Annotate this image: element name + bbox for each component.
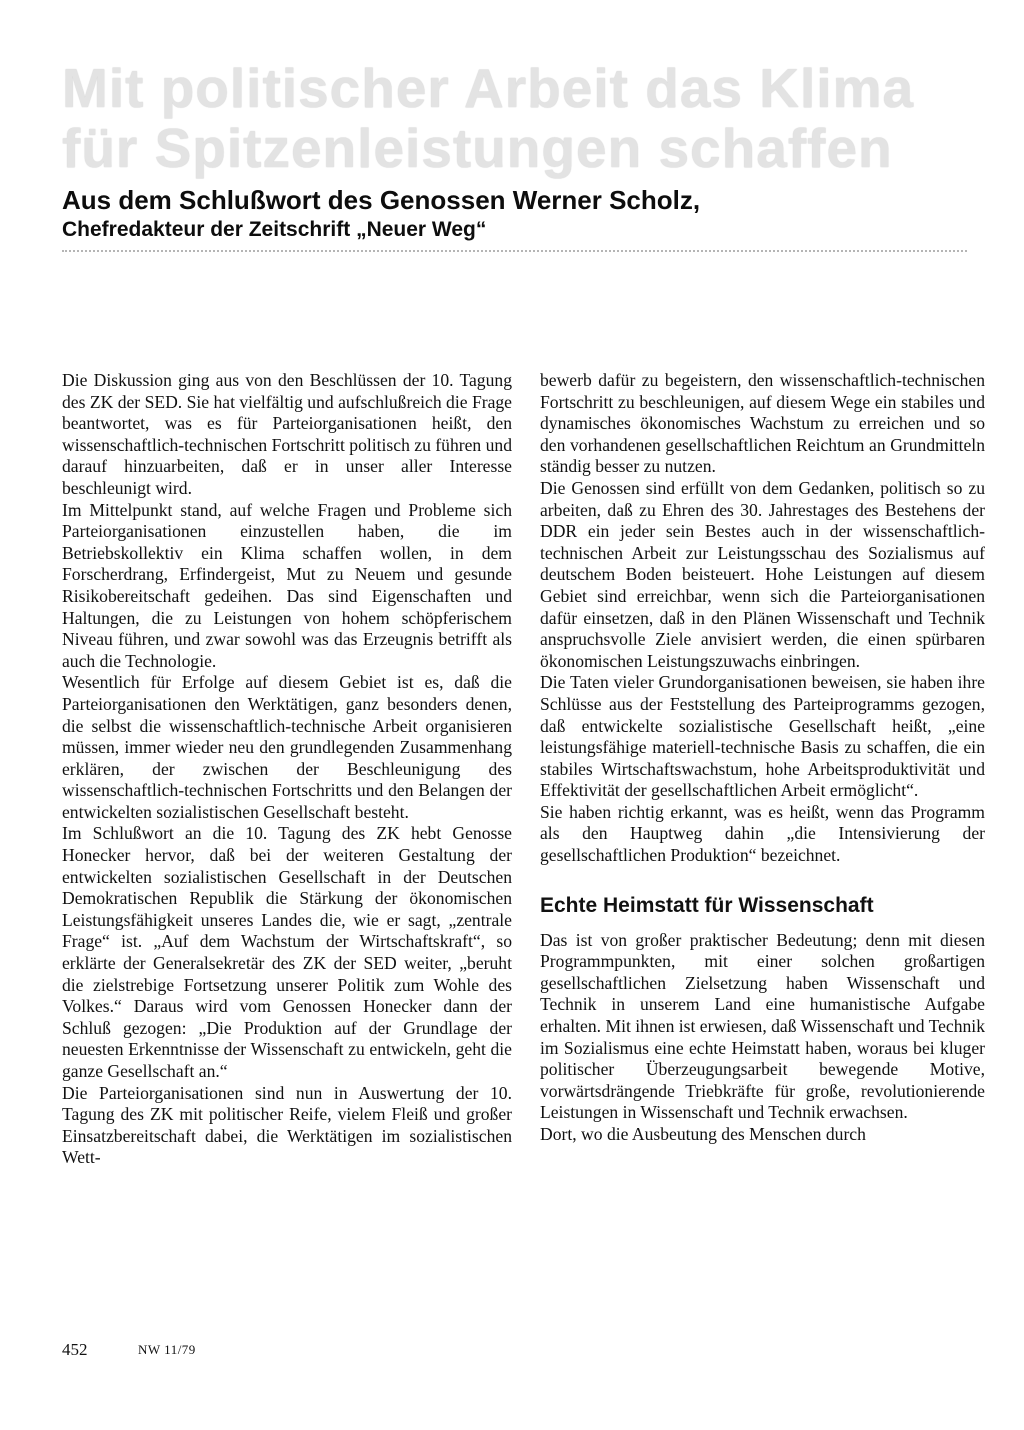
left-column — [62, 370, 512, 1169]
article-title-line-1: Mit politischer Arbeit das Klima — [62, 57, 915, 119]
paragraph: Dort, wo die Ausbeutung des Menschen durch — [540, 1124, 866, 1144]
page-number: 452 — [62, 1340, 88, 1359]
issue-reference: NW 11/79 — [138, 1342, 196, 1357]
paragraph: Im Mittelpunkt stand, auf welche Fragen und Probleme sich Parteiorganisationen einzustellen haben, die im Betriebskollektiv ein Klima schaffen wollen, in dem Forscherdrang, Erfindergeist, Mut zu Neuem und gesunde Risikobereitschaft gedeihen. Das sind Eigenschaften und Haltungen, die zu Leistungen von hohem schöpferischem Niveau führen, und zwar sowohl was das Erzeugnis betrifft als auch die Technologie. — [62, 499, 512, 671]
paragraph: Die Diskussion ging aus von den Beschlüssen der 10. Tagung des ZK der SED. Sie hat vielfältig und aufschlußreich die Frage beantwortet, was es für Parteiorganisationen heißt, den wissenschaftlich-technischen Fortschritt politisch zu führen und darauf hinzuarbeiten, daß er in unser aller Interesse beschleunigt wird. — [62, 370, 512, 498]
paragraph: bewerb dafür zu begeistern, den wissenschaftlich-technischen Fortschritt zu beschleunigen, auf diesem Wege ein stabiles und dynamisches ökonomisches Wachstum zu erreichen und so den vorhandenen gesellschaftlichen Reichtum an Grundmitteln ständig besser zu nutzen. — [540, 370, 985, 477]
paragraph: Das ist von großer praktischer Bedeutung; denn mit diesen Programmpunkten, mit einer solchen großartigen gesellschaftlichen Zielsetzung haben Wissenschaft und Technik in unserem Land eine humanistische Aufgabe erhalten. Mit ihnen ist erwiesen, daß Wissenschaft und Technik im Sozialismus eine echte Heimstatt haben, woraus bei kluger politischer Überzeugungsarbeit bewegende Motive, vorwärtsdrängende Triebkräfte für große, revolutionierende Leistungen in Wissenschaft und Technik erwachsen. — [540, 929, 985, 1123]
paragraph: Die Taten vieler Grundorganisationen beweisen, sie haben ihre Schlüsse aus der Feststellung des Parteiprogramms gezogen, daß entwickelte sozialistische Gesellschaft heißt, „eine leistungsfähige materiell-technische Basis zu schaffen, die ein stabiles Wirtschaftswachstum, hohe Arbeitsproduktivität und Effektivität der gesellschaftlichen Arbeit ermöglicht“. — [540, 672, 985, 801]
paragraph: Sie haben richtig erkannt, was es heißt, wenn das Programm als den Hauptweg dahin „die Intensivierung der gesellschaftlichen Produktion“ bezeichnet. — [540, 801, 985, 866]
divider-rule — [62, 250, 967, 252]
paragraph: Die Parteiorganisationen sind nun in Auswertung der 10. Tagung des ZK mit politischer Reife, vielem Fleiß und großer Einsatzbereitschaft dabei, die Werktätigen im sozialistischen Wett- — [62, 1082, 512, 1168]
article-subtitle-line-1: Aus dem Schlußwort des Genossen Werner Scholz, — [62, 185, 701, 215]
paragraph: Wesentlich für Erfolge auf diesem Gebiet ist es, daß die Parteiorganisationen den Werktätigen, ganz besonders denen, die selbst die wissenschaftlich-technische Arbeit organisieren müssen, immer wieder neu den grundlegenden Zusammenhang erklären, der zwischen der Beschleunigung des wissenschaftlich-technischen Fortschritts und den Belangen der entwickelten sozialistischen Gesellschaft besteht. — [62, 672, 512, 822]
paragraph: Im Schlußwort an die 10. Tagung des ZK hebt Genosse Honecker hervor, daß bei der weiteren Gestaltung der entwickelten sozialistischen Gesellschaft in der Deutschen Demokratischen Republik die Stärkung der ökonomischen Leistungsfähigkeit unseres Landes die, wie er sagt, „zentrale Frage“ ist. „Auf dem Wachstum der Wirtschaftskraft“, so erklärte der Generalsekretär des ZK der SED weiter, „beruht die zielstrebige Fortsetzung unserer Politik zum Wohle des Volkes.“ Daraus wird vom Genossen Honecker dann der Schluß gezogen: „Die Produktion auf der Grundlage der neuesten Erkenntnisse der Wissenschaft zu entwickeln, geht die ganze Gesellschaft an.“ — [62, 823, 512, 1081]
article-title-line-2: für Spitzenleistungen schaffen — [62, 117, 893, 179]
article-subtitle-line-2: Chefredakteur der Zeitschrift „Neuer Weg“ — [62, 218, 487, 241]
section-heading: Echte Heimstatt für Wissenschaft — [540, 893, 874, 917]
paragraph: Die Genossen sind erfüllt von dem Gedanken, politisch so zu arbeiten, daß zu Ehren des 30. Jahrestages des Bestehens der DDR ein jeder sein Bestes auch in der wissenschaftlich-technischen Arbeit zur Leistungsschau des Sozialismus auf deutschem Boden beisteuert. Hohe Leistungen auf diesem Gebiet sind erreichbar, wenn sich die Parteiorganisationen dafür einsetzen, daß in den Plänen Wissenschaft und Technik anspruchsvolle Ziele anvisiert werden, die einen spürbaren ökonomischen Leistungszuwachs einbringen. — [540, 477, 985, 671]
right-column — [540, 370, 985, 1146]
